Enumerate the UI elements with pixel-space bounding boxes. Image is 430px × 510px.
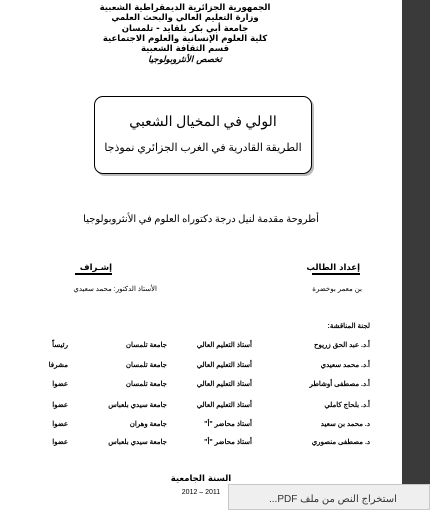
- jury-member-role: مشرفا: [48, 362, 68, 369]
- supervisor-name: الأستاذ الدكتور: محمد سعيدي: [73, 286, 157, 293]
- jury-member-university: جامعة تلمسان: [125, 381, 167, 388]
- jury-row: [0, 341, 402, 351]
- jury-member-university: جامعة سيدي بلعباس: [108, 402, 167, 409]
- academic-year-label: السنة الجامعية: [170, 474, 232, 484]
- extraction-status-tooltip: [228, 484, 430, 510]
- header-line-department: قسم الثقافة الشعبية: [140, 44, 230, 55]
- jury-member-university: جامعة وهران: [129, 421, 167, 428]
- title-box: [94, 96, 312, 174]
- jury-member-university: جامعة سيدي بلعباس: [108, 439, 167, 446]
- jury-member-role: عضوا: [52, 439, 68, 446]
- jury-row: [0, 420, 402, 430]
- header-line-specialty: تخصص الأنثروبولوجيا: [148, 54, 222, 65]
- jury-member-role: رئيساً: [52, 342, 68, 349]
- header-line-republic: الجمهورية الجزائرية الديمقراطية الشعبية: [99, 3, 271, 13]
- student-heading: إعداد الطالب: [306, 263, 360, 273]
- viewer-side-panel: [402, 0, 430, 510]
- jury-member-rank: أستاذ التعليم العالي: [196, 402, 252, 409]
- jury-member-role: عضوا: [52, 421, 68, 428]
- jury-member-university: جامعة تلمسان: [125, 342, 167, 349]
- jury-member-rank: أستاذ التعليم العالي: [196, 362, 252, 369]
- jury-member-rank: أستاذ محاضر "أ": [204, 421, 252, 428]
- thesis-title: الولي في المخيال الشعبي: [129, 115, 277, 130]
- jury-member-name: أ.د. عبد الحق زريوح: [313, 342, 370, 349]
- thesis-subtitle: الطريقة القادرية في الغرب الجزائري نموذجا: [104, 142, 302, 154]
- jury-member-name: د. مصطفى منصوري: [311, 439, 370, 446]
- thesis-statement: أطروحة مقدمة لنيل درجة دكتوراه العلوم في الأنثروبولوجيا: [83, 214, 319, 225]
- jury-row: [0, 401, 402, 411]
- header-line-university: جامعة أبي بكر بلقايد - تلمسان: [121, 23, 249, 34]
- jury-member-name: أ.د. بلحاج كاملي: [324, 402, 370, 409]
- jury-row: [0, 438, 402, 448]
- jury-member-rank: أستاذ التعليم العالي: [196, 381, 252, 388]
- supervisor-heading-underline: [75, 273, 112, 275]
- student-heading-underline: [312, 273, 360, 275]
- institution-header: [60, 3, 310, 65]
- jury-member-role: عضوا: [52, 381, 68, 388]
- jury-member-name: د. محمد بن سعيد: [320, 421, 370, 428]
- header-line-faculty: كلية العلوم الإنسانية والعلوم الاجتماعية: [102, 34, 268, 45]
- jury-member-university: جامعة تلمسان: [125, 362, 167, 369]
- jury-member-rank: أستاذ التعليم العالي: [196, 342, 252, 349]
- jury-row: [0, 361, 402, 371]
- jury-row: [0, 380, 402, 390]
- supervisor-heading: إشـراف: [79, 263, 112, 273]
- extraction-status-text: استخراج النص من ملف PDF...: [269, 494, 397, 505]
- jury-member-rank: أستاذ محاضر "أ": [204, 439, 252, 446]
- academic-year-value: 2012 – 2011: [181, 489, 221, 496]
- jury-member-name: أ.د. مصطفى أوشاطر: [309, 381, 370, 388]
- student-name: بن معمر بوخضرة: [312, 286, 362, 293]
- jury-heading: لجنة المناقشة:: [327, 323, 370, 330]
- jury-member-role: عضوا: [52, 402, 68, 409]
- jury-member-name: أ.د. محمد سعيدي: [320, 362, 370, 369]
- header-line-ministry: وزارة التعليم العالي والبحث العلمي: [111, 13, 259, 24]
